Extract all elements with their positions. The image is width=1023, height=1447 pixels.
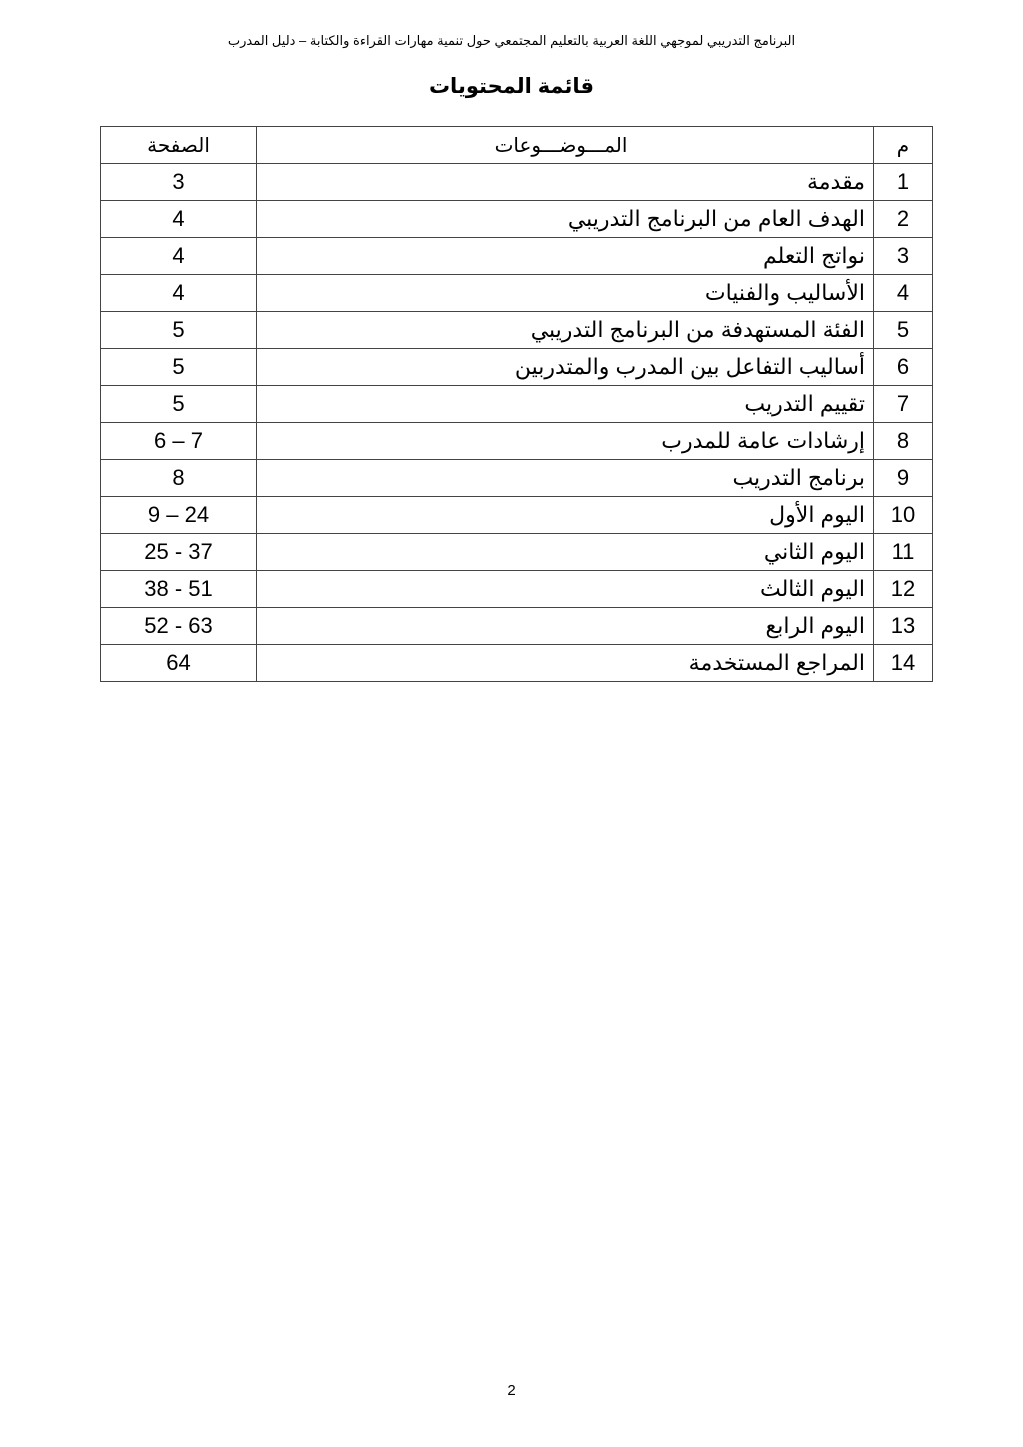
row-number-text: 2 <box>896 206 910 231</box>
row-number-text: 6 <box>896 354 910 379</box>
row-topic: الأساليب والفنيات <box>257 275 874 312</box>
table-row <box>101 312 933 349</box>
table-of-contents <box>100 126 933 682</box>
table-row <box>101 275 933 312</box>
table-row <box>101 386 933 423</box>
row-page-text: 38 - 51 <box>144 576 213 601</box>
row-number-text: 1 <box>896 169 910 194</box>
table-row <box>101 608 933 645</box>
row-page <box>101 349 257 386</box>
row-number-text: 3 <box>896 243 910 268</box>
table-row <box>101 201 933 238</box>
row-page <box>101 571 257 608</box>
row-page-text: 25 - 37 <box>144 539 213 564</box>
row-topic: اليوم الرابع <box>257 608 874 645</box>
row-number-text: 7 <box>896 391 910 416</box>
row-topic: إرشادات عامة للمدرب <box>257 423 874 460</box>
table-row <box>101 645 933 682</box>
row-number <box>874 201 933 238</box>
row-topic: أساليب التفاعل بين المدرب والمتدربين <box>257 349 874 386</box>
column-header-topic: المـــوضـــوعات <box>257 127 874 164</box>
row-number <box>874 571 933 608</box>
row-page <box>101 164 257 201</box>
row-page-text: 4 <box>172 243 185 268</box>
row-page-text: 8 <box>172 465 185 490</box>
row-number <box>874 608 933 645</box>
row-number-text: 9 <box>896 465 910 490</box>
row-page <box>101 386 257 423</box>
row-topic: الفئة المستهدفة من البرنامج التدريبي <box>257 312 874 349</box>
row-page-text: 4 <box>172 206 185 231</box>
row-number <box>874 164 933 201</box>
row-number <box>874 497 933 534</box>
table-row <box>101 460 933 497</box>
row-page <box>101 275 257 312</box>
row-number <box>874 238 933 275</box>
row-page-text: 5 <box>172 317 185 342</box>
row-topic: مقدمة <box>257 164 874 201</box>
table-header-row <box>101 127 933 164</box>
row-page <box>101 608 257 645</box>
row-topic: تقييم التدريب <box>257 386 874 423</box>
table-row <box>101 497 933 534</box>
row-number-text: 8 <box>896 428 910 453</box>
table-row <box>101 164 933 201</box>
row-number-text: 4 <box>896 280 910 305</box>
row-number <box>874 645 933 682</box>
row-page <box>101 497 257 534</box>
row-page-text: 64 <box>166 650 191 675</box>
table-row <box>101 238 933 275</box>
row-page-text: 5 <box>172 391 185 416</box>
table-row <box>101 571 933 608</box>
column-header-number: م <box>874 127 933 164</box>
row-number <box>874 423 933 460</box>
table-body <box>101 164 933 682</box>
row-number-text: 14 <box>890 650 916 675</box>
row-page <box>101 460 257 497</box>
row-topic: اليوم الثالث <box>257 571 874 608</box>
row-topic: اليوم الأول <box>257 497 874 534</box>
page-title: قائمة المحتويات <box>428 75 595 98</box>
row-number <box>874 534 933 571</box>
row-page <box>101 423 257 460</box>
row-page <box>101 312 257 349</box>
row-number-text: 13 <box>890 613 916 638</box>
row-number <box>874 460 933 497</box>
row-number-text: 11 <box>891 539 915 564</box>
row-number-text: 12 <box>890 576 916 601</box>
table-row <box>101 534 933 571</box>
row-page-text: 52 - 63 <box>144 613 213 638</box>
row-number <box>874 275 933 312</box>
column-header-page: الصفحة <box>101 127 257 164</box>
running-header: البرنامج التدريبي لموجهي اللغة العربية بالتعليم المجتمعي حول تنمية مهارات القراءة والكتابة – دليل المدرب <box>227 33 796 48</box>
row-number <box>874 312 933 349</box>
row-topic: اليوم الثاني <box>257 534 874 571</box>
row-page <box>101 534 257 571</box>
row-topic: برنامج التدريب <box>257 460 874 497</box>
table-row <box>101 423 933 460</box>
row-page-text: 5 <box>172 354 185 379</box>
row-page-text: 3 <box>172 169 185 194</box>
row-topic: الهدف العام من البرنامج التدريبي <box>257 201 874 238</box>
page-number: 2 <box>507 1382 516 1399</box>
row-page <box>101 201 257 238</box>
row-page-text: 9 – 24 <box>147 502 210 527</box>
row-number-text: 10 <box>890 502 916 527</box>
row-number <box>874 349 933 386</box>
row-topic: المراجع المستخدمة <box>257 645 874 682</box>
row-topic: نواتج التعلم <box>257 238 874 275</box>
row-page <box>101 238 257 275</box>
row-number-text: 5 <box>896 317 910 342</box>
row-page <box>101 645 257 682</box>
row-number <box>874 386 933 423</box>
table-row <box>101 349 933 386</box>
row-page-text: 4 <box>172 280 185 305</box>
row-page-text: 6 – 7 <box>154 428 203 453</box>
